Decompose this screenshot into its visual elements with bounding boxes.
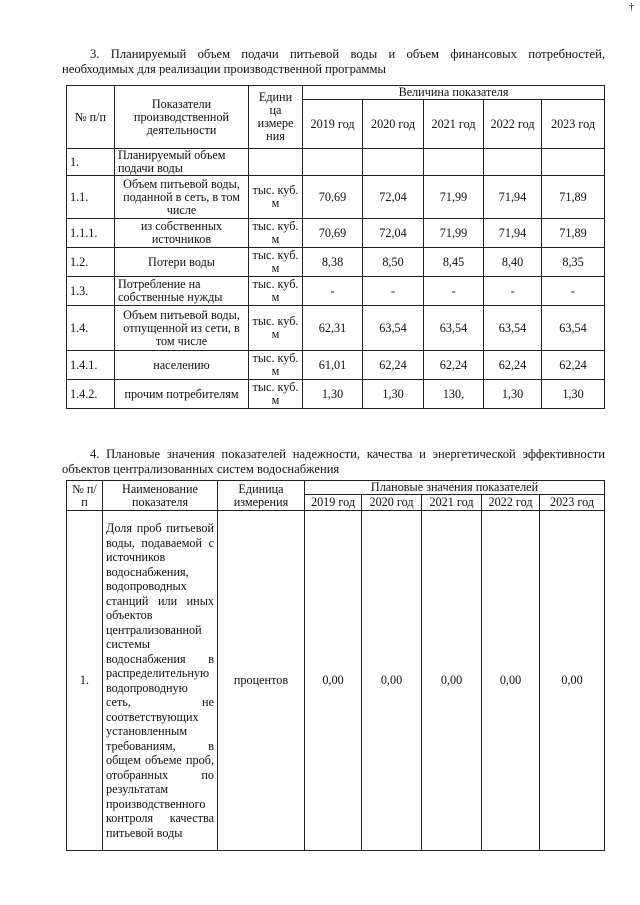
row-unit: тыс. куб. м	[249, 219, 303, 248]
row-num: 1.1.1.	[67, 219, 115, 248]
row-value: 130,	[424, 380, 484, 409]
row-value: 8,45	[424, 248, 484, 277]
row-value: 1,30	[303, 380, 363, 409]
corner-mark: †	[629, 2, 634, 13]
col-header-year: 2023 год	[542, 100, 605, 149]
row-value: -	[542, 277, 605, 306]
col-header-num: № п/п	[67, 481, 103, 511]
row-num: 1.1.	[67, 176, 115, 219]
row-unit	[249, 149, 303, 176]
row-num: 1.2.	[67, 248, 115, 277]
row-value	[303, 149, 363, 176]
col-header-indicator: Показатели производственной деятельности	[115, 86, 249, 149]
row-value: 8,35	[542, 248, 605, 277]
row-name: Потери воды	[115, 248, 249, 277]
table-row	[67, 380, 605, 409]
row-value: 62,24	[363, 351, 424, 380]
table-row	[67, 219, 605, 248]
row-name: Доля проб питьевой воды, подаваемой с источников водоснабжения, водопроводных станций или иных объектов централизованной системы водоснабжения в распределительную водопроводную сеть, не соответствующих установленным требованиям, в общем объеме проб, отобранных по результатам производственного контроля качества питьевой воды	[103, 511, 218, 851]
row-value: 71,94	[484, 176, 542, 219]
row-unit: тыс. куб. м	[249, 248, 303, 277]
row-value: 72,04	[363, 219, 424, 248]
col-header-year: 2023 год	[540, 495, 605, 511]
row-value: 71,99	[424, 176, 484, 219]
row-name: прочим потребителям	[115, 380, 249, 409]
row-value: 71,99	[424, 219, 484, 248]
row-num: 1.	[67, 511, 103, 851]
col-header-year: 2020 год	[362, 495, 422, 511]
production-volume-table	[66, 85, 605, 409]
row-unit: процентов	[218, 511, 305, 851]
row-value: -	[484, 277, 542, 306]
row-name: населению	[115, 351, 249, 380]
row-num: 1.4.1.	[67, 351, 115, 380]
row-value: 8,38	[303, 248, 363, 277]
row-value: 8,40	[484, 248, 542, 277]
row-value: 63,54	[542, 306, 605, 351]
col-header-year: 2020 год	[363, 100, 424, 149]
row-value: 1,30	[484, 380, 542, 409]
table-row	[67, 351, 605, 380]
col-header-unit: Едини ца измере ния	[249, 86, 303, 149]
row-value: 71,89	[542, 219, 605, 248]
row-num: 1.4.2.	[67, 380, 115, 409]
row-value: 0,00	[305, 511, 362, 851]
col-header-value-group: Плановые значения показателей	[305, 481, 605, 495]
row-value: -	[424, 277, 484, 306]
row-value: 62,31	[303, 306, 363, 351]
row-value: 1,30	[363, 380, 424, 409]
row-unit: тыс. куб. м	[249, 306, 303, 351]
row-value: 0,00	[422, 511, 482, 851]
table-row	[67, 248, 605, 277]
row-value: 0,00	[482, 511, 540, 851]
row-value	[484, 149, 542, 176]
table-row	[67, 149, 605, 176]
row-value: -	[303, 277, 363, 306]
section-3-heading: 3. Планируемый объем подачи питьевой воды и объем финансовых потребностей, необходимых для реализации производственной программы	[62, 47, 605, 76]
row-value: 0,00	[362, 511, 422, 851]
row-value: 63,54	[484, 306, 542, 351]
row-value: -	[363, 277, 424, 306]
row-unit: тыс. куб. м	[249, 176, 303, 219]
row-name: Планируемый объем подачи воды	[115, 149, 249, 176]
row-value: 62,24	[484, 351, 542, 380]
row-value: 70,69	[303, 176, 363, 219]
row-value	[424, 149, 484, 176]
row-name: из собственных источников	[115, 219, 249, 248]
row-name: Объем питьевой воды, поданной в сеть, в том числе	[115, 176, 249, 219]
row-value: 63,54	[363, 306, 424, 351]
row-value: 62,24	[424, 351, 484, 380]
row-value: 62,24	[542, 351, 605, 380]
col-header-year: 2019 год	[303, 100, 363, 149]
row-value: 1,30	[542, 380, 605, 409]
col-header-year: 2021 год	[424, 100, 484, 149]
col-header-name: Наименование показателя	[103, 481, 218, 511]
row-num: 1.4.	[67, 306, 115, 351]
col-header-year: 2022 год	[482, 495, 540, 511]
row-value: 0,00	[540, 511, 605, 851]
section-4-heading: 4. Плановые значения показателей надежности, качества и энергетической эффективности объектов централизованных систем водоснабжения	[62, 447, 605, 476]
row-value: 61,01	[303, 351, 363, 380]
table-row	[67, 306, 605, 351]
table-row	[67, 176, 605, 219]
table-row	[67, 511, 605, 851]
row-value: 63,54	[424, 306, 484, 351]
reliability-indicators-table	[66, 480, 605, 851]
row-value: 71,94	[484, 219, 542, 248]
row-value: 72,04	[363, 176, 424, 219]
row-num: 1.	[67, 149, 115, 176]
row-value: 8,50	[363, 248, 424, 277]
table-row	[67, 277, 605, 306]
col-header-value-group: Величина показателя	[303, 86, 605, 100]
col-header-year: 2021 год	[422, 495, 482, 511]
row-name: Объем питьевой воды, отпущенной из сети, в том числе	[115, 306, 249, 351]
col-header-num: № п/п	[67, 86, 115, 149]
row-value	[363, 149, 424, 176]
col-header-year: 2019 год	[305, 495, 362, 511]
row-unit: тыс. куб. м	[249, 277, 303, 306]
row-value: 71,89	[542, 176, 605, 219]
row-name: Потребление на собственные нужды	[115, 277, 249, 306]
row-num: 1.3.	[67, 277, 115, 306]
col-header-year: 2022 год	[484, 100, 542, 149]
row-unit: тыс. куб. м	[249, 351, 303, 380]
row-unit: тыс. куб. м	[249, 380, 303, 409]
row-value: 70,69	[303, 219, 363, 248]
col-header-unit: Единица измерения	[218, 481, 305, 511]
row-value	[542, 149, 605, 176]
